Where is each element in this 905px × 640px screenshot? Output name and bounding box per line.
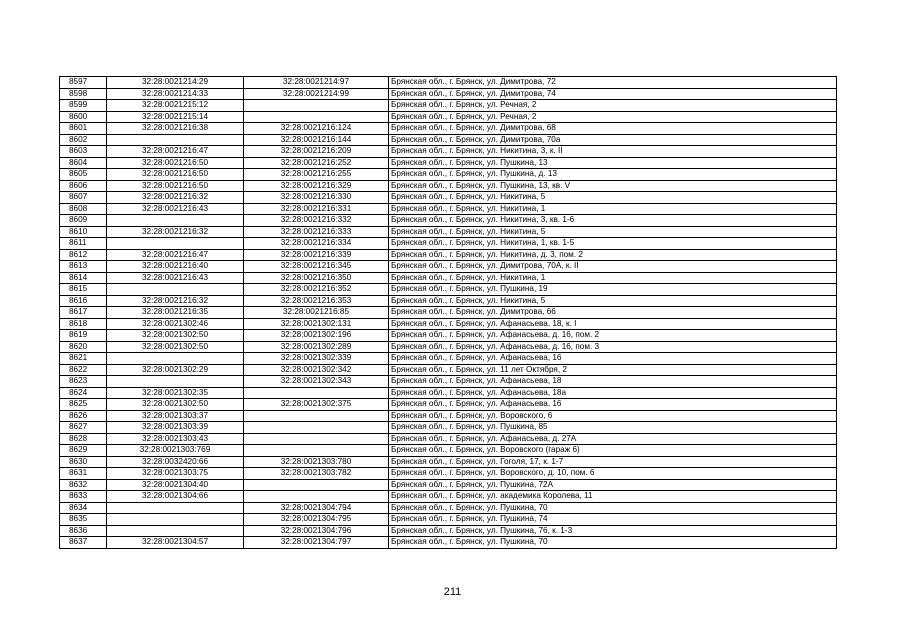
cadastral-number-cell: 32:28:0021216:47 — [107, 249, 244, 261]
cadastral-number-cell: 32:28:0021216:40 — [107, 261, 244, 273]
cadastral-number-cell — [107, 284, 244, 296]
object-cadastral-number-cell: 32:28:0021303:782 — [244, 468, 389, 480]
address-cell: Брянская обл., г. Брянск, ул. Воровского (гараж 6) — [389, 445, 837, 457]
table-row — [60, 100, 837, 112]
row-number-cell: 8624 — [60, 387, 107, 399]
cadastral-number-cell: 32:28:0021302:50 — [107, 341, 244, 353]
cadastral-number-cell: 32:28:0021304:57 — [107, 537, 244, 549]
cadastral-number-cell: 32:28:0021215:12 — [107, 100, 244, 112]
address-cell: Брянская обл., г. Брянск, ул. Афанасьева, 18а — [389, 387, 837, 399]
object-cadastral-number-cell: 32:28:0021304:795 — [244, 514, 389, 526]
table-row — [60, 307, 837, 319]
address-cell: Брянская обл., г. Брянск, ул. Речная, 2 — [389, 100, 837, 112]
object-cadastral-number-cell: 32:28:0021216:85 — [244, 307, 389, 319]
row-number-cell: 8613 — [60, 261, 107, 273]
cadastral-number-cell: 32:28:0021302:35 — [107, 387, 244, 399]
table-row — [60, 272, 837, 284]
address-cell: Брянская обл., г. Брянск, ул. Пушкина, 70 — [389, 537, 837, 549]
table-row — [60, 88, 837, 100]
address-cell: Брянская обл., г. Брянск, ул. Никитина, 3, кв. 1-6 — [389, 215, 837, 227]
cadastral-number-cell: 32:28:0021303:37 — [107, 410, 244, 422]
row-number-cell: 8619 — [60, 330, 107, 342]
table-row — [60, 525, 837, 537]
address-cell: Брянская обл., г. Брянск, ул. Димитрова, 70а — [389, 134, 837, 146]
cadastral-number-cell: 32:28:0021303:43 — [107, 433, 244, 445]
cadastral-number-cell: 32:28:0021216:43 — [107, 272, 244, 284]
object-cadastral-number-cell: 32:28:0021302:196 — [244, 330, 389, 342]
row-number-cell: 8600 — [60, 111, 107, 123]
table-row — [60, 157, 837, 169]
address-cell: Брянская обл., г. Брянск, ул. Пушкина, 19 — [389, 284, 837, 296]
cadastral-number-cell: 32:28:0021302:46 — [107, 318, 244, 330]
table-row — [60, 410, 837, 422]
address-cell: Брянская обл., г. Брянск, ул. Афанасьева, д. 16, пом. 3 — [389, 341, 837, 353]
cadastral-number-cell: 32:28:0021214:33 — [107, 88, 244, 100]
row-number-cell: 8604 — [60, 157, 107, 169]
cadastral-number-cell — [107, 514, 244, 526]
row-number-cell: 8615 — [60, 284, 107, 296]
object-cadastral-number-cell: 32:28:0021302:339 — [244, 353, 389, 365]
registry-table — [59, 76, 837, 549]
address-cell: Брянская обл., г. Брянск, ул. Воровского, 6 — [389, 410, 837, 422]
object-cadastral-number-cell: 32:28:0021216:209 — [244, 146, 389, 158]
row-number-cell: 8636 — [60, 525, 107, 537]
row-number-cell: 8629 — [60, 445, 107, 457]
table-row — [60, 295, 837, 307]
row-number-cell: 8628 — [60, 433, 107, 445]
page-number: 211 — [443, 586, 462, 598]
row-number-cell: 8632 — [60, 479, 107, 491]
address-cell: Брянская обл., г. Брянск, ул. Никитина, 5 — [389, 295, 837, 307]
address-cell: Брянская обл., г. Брянск, ул. Пушкина, 13, кв. V — [389, 180, 837, 192]
address-cell: Брянская обл., г. Брянск, ул. Афанасьева, 16 — [389, 353, 837, 365]
cadastral-number-cell — [107, 353, 244, 365]
row-number-cell: 8602 — [60, 134, 107, 146]
table-body — [60, 77, 837, 549]
row-number-cell: 8626 — [60, 410, 107, 422]
cadastral-number-cell: 32:28:0021302:50 — [107, 330, 244, 342]
cadastral-number-cell: 32:28:0021302:50 — [107, 399, 244, 411]
row-number-cell: 8609 — [60, 215, 107, 227]
table-row — [60, 387, 837, 399]
object-cadastral-number-cell — [244, 100, 389, 112]
address-cell: Брянская обл., г. Брянск, ул. Димитрова, 66 — [389, 307, 837, 319]
cadastral-number-cell — [107, 215, 244, 227]
table-row — [60, 364, 837, 376]
object-cadastral-number-cell — [244, 410, 389, 422]
cadastral-number-cell — [107, 134, 244, 146]
cadastral-number-cell — [107, 376, 244, 388]
cadastral-number-cell: 32:28:0021216:50 — [107, 157, 244, 169]
row-number-cell: 8612 — [60, 249, 107, 261]
row-number-cell: 8607 — [60, 192, 107, 204]
table-row — [60, 514, 837, 526]
table-row — [60, 215, 837, 227]
object-cadastral-number-cell: 32:28:0021216:255 — [244, 169, 389, 181]
table-row — [60, 468, 837, 480]
address-cell: Брянская обл., г. Брянск, ул. Пушкина, д. 13 — [389, 169, 837, 181]
object-cadastral-number-cell: 32:28:0021302:131 — [244, 318, 389, 330]
cadastral-number-cell: 32:28:0021216:50 — [107, 169, 244, 181]
row-number-cell: 8620 — [60, 341, 107, 353]
table-row — [60, 376, 837, 388]
cadastral-number-cell: 32:28:0021303:75 — [107, 468, 244, 480]
row-number-cell: 8621 — [60, 353, 107, 365]
row-number-cell: 8630 — [60, 456, 107, 468]
object-cadastral-number-cell — [244, 111, 389, 123]
object-cadastral-number-cell: 32:28:0021216:332 — [244, 215, 389, 227]
address-cell: Брянская обл., г. Брянск, ул. Никитина, 1 — [389, 203, 837, 215]
object-cadastral-number-cell: 32:28:0021216:331 — [244, 203, 389, 215]
table-row — [60, 77, 837, 89]
object-cadastral-number-cell: 32:28:0021303:780 — [244, 456, 389, 468]
object-cadastral-number-cell: 32:28:0021216:333 — [244, 226, 389, 238]
row-number-cell: 8610 — [60, 226, 107, 238]
cadastral-number-cell — [107, 238, 244, 250]
table-row — [60, 249, 837, 261]
address-cell: Брянская обл., г. Брянск, ул. Пушкина, 72А — [389, 479, 837, 491]
address-cell: Брянская обл., г. Брянск, ул. Афанасьева, д. 27А — [389, 433, 837, 445]
cadastral-number-cell: 32:28:0021214:29 — [107, 77, 244, 89]
table-row — [60, 284, 837, 296]
cadastral-number-cell: 32:28:0021215:14 — [107, 111, 244, 123]
object-cadastral-number-cell — [244, 422, 389, 434]
table-row — [60, 433, 837, 445]
address-cell: Брянская обл., г. Брянск, ул. Пушкина, 74 — [389, 514, 837, 526]
table-row — [60, 180, 837, 192]
table-row — [60, 330, 837, 342]
address-cell: Брянская обл., г. Брянск, ул. Димитрова, 68 — [389, 123, 837, 135]
object-cadastral-number-cell: 32:28:0021216:339 — [244, 249, 389, 261]
table-row — [60, 537, 837, 549]
table-row — [60, 456, 837, 468]
table-row — [60, 479, 837, 491]
object-cadastral-number-cell: 32:28:0021304:796 — [244, 525, 389, 537]
object-cadastral-number-cell: 32:28:0021214:97 — [244, 77, 389, 89]
row-number-cell: 8598 — [60, 88, 107, 100]
row-number-cell: 8605 — [60, 169, 107, 181]
row-number-cell: 8634 — [60, 502, 107, 514]
row-number-cell: 8617 — [60, 307, 107, 319]
cadastral-number-cell: 32:28:0021216:32 — [107, 295, 244, 307]
row-number-cell: 8601 — [60, 123, 107, 135]
row-number-cell: 8622 — [60, 364, 107, 376]
object-cadastral-number-cell: 32:28:0021302:343 — [244, 376, 389, 388]
address-cell: Брянская обл., г. Брянск, ул. Никитина, 5 — [389, 226, 837, 238]
table-row — [60, 192, 837, 204]
row-number-cell: 8633 — [60, 491, 107, 503]
object-cadastral-number-cell: 32:28:0021216:329 — [244, 180, 389, 192]
cadastral-number-cell: 32:28:0021216:50 — [107, 180, 244, 192]
table-row — [60, 226, 837, 238]
address-cell: Брянская обл., г. Брянск, ул. Пушкина, 85 — [389, 422, 837, 434]
object-cadastral-number-cell: 32:28:0021216:345 — [244, 261, 389, 273]
object-cadastral-number-cell — [244, 387, 389, 399]
table-row — [60, 203, 837, 215]
table-row — [60, 111, 837, 123]
table-row — [60, 399, 837, 411]
object-cadastral-number-cell: 32:28:0021216:334 — [244, 238, 389, 250]
cadastral-number-cell: 32:28:0021303:39 — [107, 422, 244, 434]
table-row — [60, 491, 837, 503]
row-number-cell: 8637 — [60, 537, 107, 549]
row-number-cell: 8606 — [60, 180, 107, 192]
address-cell: Брянская обл., г. Брянск, ул. Пушкина, 13 — [389, 157, 837, 169]
cadastral-number-cell — [107, 525, 244, 537]
object-cadastral-number-cell: 32:28:0021302:342 — [244, 364, 389, 376]
object-cadastral-number-cell — [244, 479, 389, 491]
address-cell: Брянская обл., г. Брянск, ул. академика Королева, 11 — [389, 491, 837, 503]
address-cell: Брянская обл., г. Брянск, ул. 11 лет Октября, 2 — [389, 364, 837, 376]
address-cell: Брянская обл., г. Брянск, ул. Пушкина, 76, к. 1-3 — [389, 525, 837, 537]
address-cell: Брянская обл., г. Брянск, ул. Никитина, д. 3, пом. 2 — [389, 249, 837, 261]
cadastral-number-cell: 32:28:0021216:32 — [107, 226, 244, 238]
object-cadastral-number-cell: 32:28:0021304:797 — [244, 537, 389, 549]
address-cell: Брянская обл., г. Брянск, ул. Димитрова, 72 — [389, 77, 837, 89]
table-row — [60, 318, 837, 330]
cadastral-number-cell — [107, 502, 244, 514]
cadastral-number-cell: 32:28:0021216:47 — [107, 146, 244, 158]
row-number-cell: 8618 — [60, 318, 107, 330]
row-number-cell: 8616 — [60, 295, 107, 307]
object-cadastral-number-cell — [244, 445, 389, 457]
address-cell: Брянская обл., г. Брянск, ул. Никитина, 1, кв. 1-5 — [389, 238, 837, 250]
row-number-cell: 8623 — [60, 376, 107, 388]
object-cadastral-number-cell: 32:28:0021216:353 — [244, 295, 389, 307]
address-cell: Брянская обл., г. Брянск, ул. Димитрова, 74 — [389, 88, 837, 100]
address-cell: Брянская обл., г. Брянск, ул. Никитина, 1 — [389, 272, 837, 284]
object-cadastral-number-cell — [244, 491, 389, 503]
table-row — [60, 341, 837, 353]
cadastral-number-cell: 32:28:0021216:32 — [107, 192, 244, 204]
row-number-cell: 8608 — [60, 203, 107, 215]
address-cell: Брянская обл., г. Брянск, ул. Афанасьева, д. 16, пом. 2 — [389, 330, 837, 342]
object-cadastral-number-cell: 32:28:0021304:794 — [244, 502, 389, 514]
cadastral-number-cell: 32:28:0032420:66 — [107, 456, 244, 468]
table-row — [60, 238, 837, 250]
table-row — [60, 123, 837, 135]
row-number-cell: 8631 — [60, 468, 107, 480]
object-cadastral-number-cell: 32:28:0021216:144 — [244, 134, 389, 146]
address-cell: Брянская обл., г. Брянск, ул. Речная, 2 — [389, 111, 837, 123]
object-cadastral-number-cell: 32:28:0021216:350 — [244, 272, 389, 284]
row-number-cell: 8625 — [60, 399, 107, 411]
cadastral-number-cell: 32:28:0021303:769 — [107, 445, 244, 457]
address-cell: Брянская обл., г. Брянск, ул. Пушкина, 70 — [389, 502, 837, 514]
object-cadastral-number-cell: 32:28:0021302:375 — [244, 399, 389, 411]
address-cell: Брянская обл., г. Брянск, ул. Афанасьева, 18, к. I — [389, 318, 837, 330]
object-cadastral-number-cell: 32:28:0021302:289 — [244, 341, 389, 353]
table-row — [60, 422, 837, 434]
table-row — [60, 146, 837, 158]
row-number-cell: 8597 — [60, 77, 107, 89]
object-cadastral-number-cell: 32:28:0021216:330 — [244, 192, 389, 204]
table-row — [60, 169, 837, 181]
address-cell: Брянская обл., г. Брянск, ул. Гоголя, 17, к. 1-7 — [389, 456, 837, 468]
address-cell: Брянская обл., г. Брянск, ул. Никитина, 5 — [389, 192, 837, 204]
row-number-cell: 8603 — [60, 146, 107, 158]
object-cadastral-number-cell — [244, 433, 389, 445]
object-cadastral-number-cell: 32:28:0021216:352 — [244, 284, 389, 296]
address-cell: Брянская обл., г. Брянск, ул. Никитина, 3, к. II — [389, 146, 837, 158]
table-row — [60, 134, 837, 146]
object-cadastral-number-cell: 32:28:0021214:99 — [244, 88, 389, 100]
address-cell: Брянская обл., г. Брянск, ул. Афанасьева, 16 — [389, 399, 837, 411]
object-cadastral-number-cell: 32:28:0021216:124 — [244, 123, 389, 135]
cadastral-number-cell: 32:28:0021304:66 — [107, 491, 244, 503]
table-row — [60, 261, 837, 273]
cadastral-number-cell: 32:28:0021302:29 — [107, 364, 244, 376]
row-number-cell: 8611 — [60, 238, 107, 250]
table-row — [60, 353, 837, 365]
address-cell: Брянская обл., г. Брянск, ул. Димитрова, 70А, к. II — [389, 261, 837, 273]
row-number-cell: 8599 — [60, 100, 107, 112]
object-cadastral-number-cell: 32:28:0021216:252 — [244, 157, 389, 169]
row-number-cell: 8635 — [60, 514, 107, 526]
cadastral-number-cell: 32:28:0021216:43 — [107, 203, 244, 215]
row-number-cell: 8627 — [60, 422, 107, 434]
row-number-cell: 8614 — [60, 272, 107, 284]
cadastral-number-cell: 32:28:0021216:38 — [107, 123, 244, 135]
table-row — [60, 502, 837, 514]
cadastral-number-cell: 32:28:0021304:40 — [107, 479, 244, 491]
cadastral-number-cell: 32:28:0021216:35 — [107, 307, 244, 319]
address-cell: Брянская обл., г. Брянск, ул. Афанасьева, 18 — [389, 376, 837, 388]
table-row — [60, 445, 837, 457]
address-cell: Брянская обл., г. Брянск, ул. Воровского, д. 10, пом. 6 — [389, 468, 837, 480]
